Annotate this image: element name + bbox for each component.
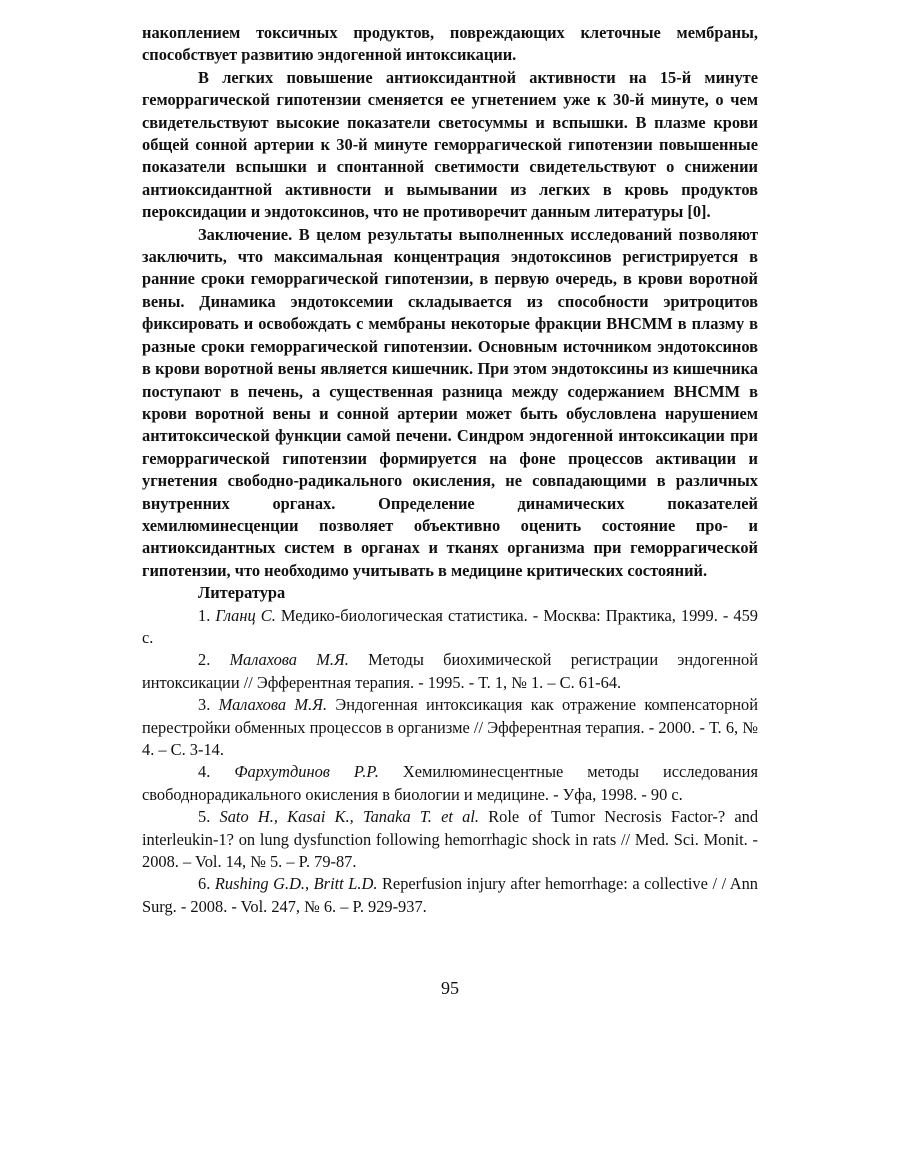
reference-number: 4. [198, 762, 235, 782]
reference-number: 2. [198, 650, 230, 670]
reference-text: Role of Tumor Necrosis Factor-? and interleukin-1? on lung dysfunction following hemorrhagic shock in rats // Med. Sci. Monit. - 2008. – Vol. 14, № 5. – P. 79-87. [142, 807, 759, 872]
reference-text: Методы биохимической регистрации эндогенной интоксикации // Эфферентная терапия. - 1995. - Т. 1, № 1. – С. 61-64. [142, 650, 759, 692]
reference-item [142, 649, 758, 694]
reference-number: 5. [198, 807, 220, 827]
reference-text: Хемилюминесцентные методы исследования свободнорадикального окисления в биологии и медицине. - Уфа, 1998. - 90 с. [142, 762, 758, 804]
page-number: 95 [441, 978, 459, 998]
reference-number: 6. [198, 874, 215, 894]
reference-author: Гланц С. [215, 605, 276, 625]
reference-list [142, 605, 758, 919]
reference-text: Эндогенная интоксикация как отражение компенсаторной перестройки обменных процессов в организме // Эфферентная терапия. - 2000. - Т. 6, № 4. – С. 3-14. [142, 695, 759, 759]
reference-author: Фархутдинов Р.Р. [234, 762, 379, 782]
reference-author: Rushing G.D., Britt L.D. [214, 874, 378, 894]
reference-item [142, 873, 758, 918]
paragraph-conclusion [142, 224, 758, 583]
reference-item [142, 761, 758, 806]
paragraph-lungs: В легких повышение антиоксидантной активности на 15-й минуте геморрагической гипотензии сменяется ее угнетением уже к 30-й минуте, о чем свидетельствуют высокие показатели светосуммы и вспышки. В плазме крови общей сонной артерии к 30-й минуте геморрагической гипотензии повышенные показатели вспышки и спонтанной светимости свидетельствуют о снижении антиоксидантной активности и вымывании из легких в кровь продуктов пероксидации и эндотоксинов, что не противоречит данным литературы [0]. [142, 67, 758, 222]
reference-author: Малахова М.Я. [218, 695, 328, 715]
document-page [142, 22, 758, 918]
reference-item [142, 694, 758, 761]
reference-item [142, 605, 758, 650]
reference-author: Малахова М.Я. [229, 650, 349, 670]
paragraph-continuation: накоплением токсичных продуктов, повреждающих клеточные мембраны, способствует развитию эндогенной интоксикации. [142, 23, 758, 65]
reference-text: Медико-биологическая статистика. - Москва: Практика, 1999. - 459 с. [142, 605, 758, 647]
reference-item [142, 806, 758, 873]
reference-author: Sato H., Kasai K., Tanaka T. et al. [219, 807, 480, 827]
reference-number: 1. [198, 605, 216, 625]
conclusion-heading: Заключение. [198, 224, 293, 244]
literature-heading: Литература [198, 583, 286, 603]
reference-text: Reperfusion injury after hemorrhage: a collective / / Ann Surg. - 2008. - Vol. 247, № 6. – P. 929-937. [142, 874, 759, 916]
conclusion-text: В целом результаты выполненных исследований позволяют заключить, что максимальная концентрация эндотоксинов регистрируется в ранние сроки геморрагической гипотензии, в первую очередь, в крови воротной вены. Динамика эндотоксемии складывается из способности эритроцитов фиксировать и освобождать с мембраны некоторые фракции ВНСММ в плазму в разные сроки геморрагической гипотензии. Основным источником эндотоксинов в крови воротной вены является кишечник. При этом эндотоксины из кишечника поступают в печень, а существенная разница между содержанием ВНСММ в крови воротной вены и сонной артерии может быть обусловлена нарушением антитоксической функции самой печени. Синдром эндогенной интоксикации при геморрагической гипотензии формируется на фоне процессов активации и угнетения свободно-радикального окисления, не совпадающими в различных внутренних органах. Определение динамических показателей хемилюминесценции позволяет объективно оценить состояние про- и антиоксидантных систем в органах и тканях организма при геморрагической гипотензии, что необходимо учитывать в медицине критических состояний. [142, 224, 758, 580]
reference-number: 3. [198, 695, 219, 715]
